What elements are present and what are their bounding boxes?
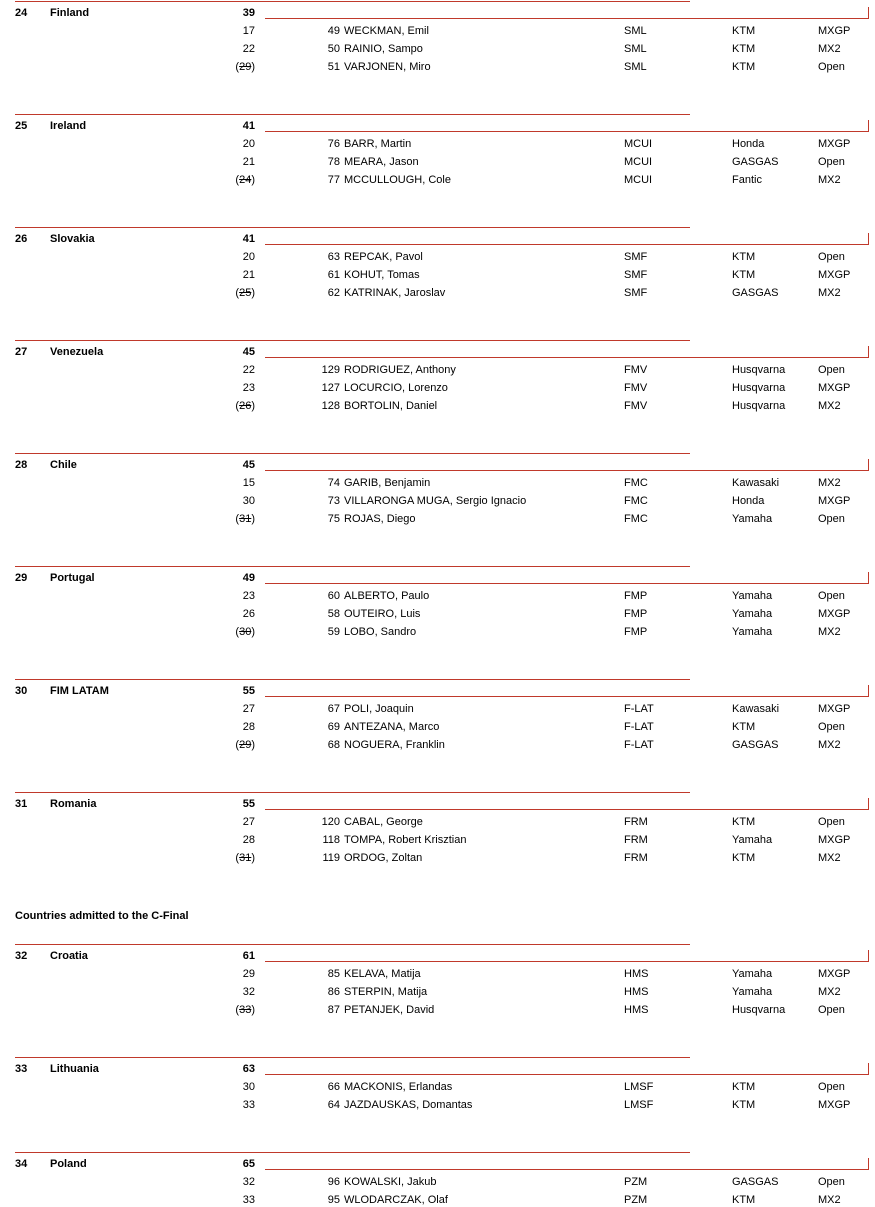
team-rule-top xyxy=(15,1152,690,1153)
rider-class: MXGP xyxy=(818,25,851,37)
rider-bike: Honda xyxy=(732,138,765,150)
rider-number: 73 xyxy=(327,495,340,507)
team-total: 49 xyxy=(242,572,255,584)
rider-name: KOWALSKI, Jakub xyxy=(344,1176,437,1188)
rider-name: GARIB, Benjamin xyxy=(344,477,431,489)
rider-class: MXGP xyxy=(818,138,851,150)
team-rule-inner xyxy=(265,470,869,471)
rider-class: Open xyxy=(818,156,845,168)
rider-position: 32 xyxy=(242,986,255,998)
rider-number: 60 xyxy=(327,590,340,602)
team-country: FIM LATAM xyxy=(50,685,109,697)
rider-number: 66 xyxy=(327,1081,340,1093)
rider-federation: FRM xyxy=(624,852,648,864)
rider-position: 20 xyxy=(242,138,255,150)
rider-class: MX2 xyxy=(818,287,841,299)
rider-position: 30 xyxy=(242,1081,255,1093)
rider-name: RAINIO, Sampo xyxy=(344,43,423,55)
rider-federation: HMS xyxy=(624,1004,649,1016)
rider-name: VILLARONGA MUGA, Sergio Ignacio xyxy=(344,495,527,507)
team-rank: 26 xyxy=(15,233,28,245)
rider-name: ANTEZANA, Marco xyxy=(344,721,440,733)
rider-class: MX2 xyxy=(818,1194,841,1206)
rider-class: MXGP xyxy=(818,495,851,507)
team-total: 63 xyxy=(242,1063,255,1075)
rider-class: MX2 xyxy=(818,986,841,998)
rider-bike: Kawasaki xyxy=(732,477,780,489)
rider-class: Open xyxy=(818,1081,845,1093)
rider-federation: MCUI xyxy=(624,174,653,186)
rider-bike: KTM xyxy=(732,25,756,37)
rider-number: 62 xyxy=(327,287,340,299)
rider-position: 32 xyxy=(242,1176,255,1188)
rider-class: Open xyxy=(818,251,845,263)
rider-number: 64 xyxy=(327,1099,340,1111)
rider-position: 33 xyxy=(242,1099,255,1111)
rider-name: BARR, Martin xyxy=(344,138,412,150)
rider-name: PETANJEK, David xyxy=(344,1004,435,1016)
team-rule-end xyxy=(868,950,869,962)
rider-bike: KTM xyxy=(732,816,756,828)
rider-name: VARJONEN, Miro xyxy=(344,61,431,73)
team-rule-top xyxy=(15,453,690,454)
team-rule-end xyxy=(868,798,869,810)
rider-bike: KTM xyxy=(732,721,756,733)
section-heading: Countries admitted to the C-Final xyxy=(15,910,189,922)
rider-federation: FMP xyxy=(624,608,648,620)
rider-name: RODRIGUEZ, Anthony xyxy=(344,364,456,376)
team-rule-end xyxy=(868,7,869,19)
rider-number: 58 xyxy=(327,608,340,620)
rider-class: MXGP xyxy=(818,269,851,281)
team-total: 61 xyxy=(242,950,255,962)
team-rule-inner xyxy=(265,131,869,132)
rider-name: ORDOG, Zoltan xyxy=(344,852,423,864)
rider-number: 63 xyxy=(327,251,340,263)
rider-federation: FRM xyxy=(624,816,648,828)
team-rule-end xyxy=(868,685,869,697)
rider-position: 21 xyxy=(242,156,255,168)
rider-bike: Yamaha xyxy=(732,968,773,980)
team-rank: 24 xyxy=(15,7,28,19)
rider-federation: F-LAT xyxy=(624,703,654,715)
rider-bike: KTM xyxy=(732,43,756,55)
team-total: 41 xyxy=(242,120,255,132)
rider-number: 69 xyxy=(327,721,340,733)
rider-federation: F-LAT xyxy=(624,721,654,733)
rider-federation: HMS xyxy=(624,968,649,980)
team-rule-top xyxy=(15,340,690,341)
team-country: Portugal xyxy=(50,572,95,584)
rider-number: 128 xyxy=(321,400,340,412)
rider-number: 59 xyxy=(327,626,340,638)
team-country: Romania xyxy=(50,798,97,810)
rider-class: Open xyxy=(818,721,845,733)
rider-position: 17 xyxy=(242,25,255,37)
rider-position: 30 xyxy=(242,495,255,507)
rider-class: MXGP xyxy=(818,382,851,394)
team-rank: 32 xyxy=(15,950,28,962)
rider-bike: GASGAS xyxy=(732,1176,779,1188)
team-country: Poland xyxy=(50,1158,87,1170)
rider-name: STERPIN, Matija xyxy=(344,986,428,998)
team-rule-inner xyxy=(265,809,869,810)
rider-bike: Husqvarna xyxy=(732,382,786,394)
team-rule-top xyxy=(15,1,690,2)
rider-federation: FMP xyxy=(624,590,648,602)
rider-number: 120 xyxy=(321,816,340,828)
team-total: 41 xyxy=(242,233,255,245)
team-rule-end xyxy=(868,233,869,245)
rider-class: MXGP xyxy=(818,608,851,620)
rider-position: 23 xyxy=(242,382,255,394)
rider-position: 20 xyxy=(242,251,255,263)
rider-class: MXGP xyxy=(818,968,851,980)
team-country: Slovakia xyxy=(50,233,95,245)
rider-name: BORTOLIN, Daniel xyxy=(344,400,438,412)
team-rule-top xyxy=(15,944,690,945)
rider-federation: SMF xyxy=(624,251,648,263)
rider-number: 86 xyxy=(327,986,340,998)
rider-name: KATRINAK, Jaroslav xyxy=(344,287,446,299)
team-rule-inner xyxy=(265,244,869,245)
rider-federation: MCUI xyxy=(624,138,653,150)
rider-position-excluded: (29) xyxy=(235,739,255,751)
team-rank: 28 xyxy=(15,459,28,471)
team-rule-top xyxy=(15,1057,690,1058)
rider-federation: FMC xyxy=(624,477,648,489)
rider-class: Open xyxy=(818,590,845,602)
rider-bike: Fantic xyxy=(732,174,762,186)
rider-class: MX2 xyxy=(818,174,841,186)
rider-name: ROJAS, Diego xyxy=(344,513,416,525)
rider-position: 15 xyxy=(242,477,255,489)
rider-class: Open xyxy=(818,364,845,376)
rider-class: MXGP xyxy=(818,1099,851,1111)
rider-bike: GASGAS xyxy=(732,287,779,299)
team-country: Ireland xyxy=(50,120,87,132)
rider-bike: Kawasaki xyxy=(732,703,780,715)
team-rule-inner xyxy=(265,961,869,962)
rider-class: Open xyxy=(818,1004,845,1016)
team-rule-inner xyxy=(265,1169,869,1170)
rider-name: REPCAK, Pavol xyxy=(344,251,423,263)
rider-number: 119 xyxy=(322,852,340,864)
rider-bike: KTM xyxy=(732,251,756,263)
rider-bike: KTM xyxy=(732,852,756,864)
rider-federation: HMS xyxy=(624,986,649,998)
rider-name: LOCURCIO, Lorenzo xyxy=(344,382,448,394)
rider-bike: Husqvarna xyxy=(732,364,786,376)
rider-name: OUTEIRO, Luis xyxy=(344,608,421,620)
team-rule-end xyxy=(868,1063,869,1075)
team-rank: 29 xyxy=(15,572,28,584)
rider-class: Open xyxy=(818,61,845,73)
rider-position-excluded: (26) xyxy=(235,400,255,412)
rider-federation: SMF xyxy=(624,269,648,281)
rider-bike: Honda xyxy=(732,495,765,507)
team-total: 45 xyxy=(242,459,255,471)
rider-federation: FMV xyxy=(624,364,648,376)
rider-name: KELAVA, Matija xyxy=(344,968,421,980)
rider-bike: KTM xyxy=(732,1081,756,1093)
rider-federation: SML xyxy=(624,43,647,55)
team-rule-top xyxy=(15,114,690,115)
rider-name: KOHUT, Tomas xyxy=(344,269,420,281)
rider-federation: SMF xyxy=(624,287,648,299)
rider-name: NOGUERA, Franklin xyxy=(344,739,445,751)
rider-name: ALBERTO, Paulo xyxy=(344,590,430,602)
rider-number: 75 xyxy=(327,513,340,525)
rider-position: 22 xyxy=(242,364,255,376)
rider-federation: FMC xyxy=(624,513,648,525)
rider-name: POLI, Joaquin xyxy=(344,703,414,715)
rider-number: 85 xyxy=(327,968,340,980)
rider-federation: FMV xyxy=(624,382,648,394)
rider-class: MXGP xyxy=(818,834,851,846)
rider-class: MX2 xyxy=(818,43,841,55)
rider-class: MX2 xyxy=(818,477,841,489)
team-country: Croatia xyxy=(50,950,88,962)
rider-class: MX2 xyxy=(818,400,841,412)
rider-number: 87 xyxy=(327,1004,340,1016)
team-rule-top xyxy=(15,227,690,228)
rider-class: MX2 xyxy=(818,852,841,864)
team-rank: 27 xyxy=(15,346,28,358)
rider-number: 118 xyxy=(322,834,340,846)
rider-federation: FMC xyxy=(624,495,648,507)
rider-number: 68 xyxy=(327,739,340,751)
rider-bike: Yamaha xyxy=(732,834,773,846)
rider-name: WECKMAN, Emil xyxy=(344,25,429,37)
rider-bike: KTM xyxy=(732,1194,756,1206)
team-country: Finland xyxy=(50,7,90,19)
rider-federation: FMV xyxy=(624,400,648,412)
team-rule-end xyxy=(868,120,869,132)
team-rule-end xyxy=(868,346,869,358)
team-rule-inner xyxy=(265,18,869,19)
rider-class: MX2 xyxy=(818,739,841,751)
rider-federation: PZM xyxy=(624,1176,648,1188)
team-rule-end xyxy=(868,1158,869,1170)
team-rule-top xyxy=(15,792,690,793)
rider-name: WLODARCZAK, Olaf xyxy=(344,1194,448,1206)
team-rule-inner xyxy=(265,696,869,697)
rider-bike: Yamaha xyxy=(732,608,773,620)
rider-position: 33 xyxy=(242,1194,255,1206)
rider-number: 96 xyxy=(327,1176,340,1188)
rider-number: 127 xyxy=(321,382,340,394)
team-rank: 34 xyxy=(15,1158,28,1170)
rider-bike: Yamaha xyxy=(732,513,773,525)
rider-class: Open xyxy=(818,1176,845,1188)
rider-name: LOBO, Sandro xyxy=(344,626,417,638)
rider-name: MACKONIS, Erlandas xyxy=(344,1081,453,1093)
rider-position-excluded: (30) xyxy=(235,626,255,638)
rider-number: 95 xyxy=(327,1194,340,1206)
rider-position: 22 xyxy=(242,43,255,55)
team-rank: 30 xyxy=(15,685,28,697)
rider-bike: GASGAS xyxy=(732,739,779,751)
team-rank: 33 xyxy=(15,1063,28,1075)
rider-position-excluded: (24) xyxy=(235,174,255,186)
team-country: Venezuela xyxy=(50,346,104,358)
rider-federation: PZM xyxy=(624,1194,648,1206)
rider-class: MXGP xyxy=(818,703,851,715)
rider-number: 61 xyxy=(327,269,340,281)
rider-number: 76 xyxy=(327,138,340,150)
rider-bike: Husqvarna xyxy=(732,1004,786,1016)
rider-position: 26 xyxy=(242,608,255,620)
team-rule-inner xyxy=(265,357,869,358)
rider-bike: GASGAS xyxy=(732,156,779,168)
rider-number: 51 xyxy=(327,61,340,73)
team-total: 45 xyxy=(242,346,255,358)
rider-position: 29 xyxy=(242,968,255,980)
team-rule-end xyxy=(868,459,869,471)
rider-position: 28 xyxy=(242,721,255,733)
rider-position-excluded: (31) xyxy=(235,852,255,864)
team-total: 55 xyxy=(242,798,255,810)
rider-number: 49 xyxy=(327,25,340,37)
rider-position: 23 xyxy=(242,590,255,602)
rider-position: 27 xyxy=(242,816,255,828)
rider-federation: MCUI xyxy=(624,156,653,168)
rider-name: CABAL, George xyxy=(344,816,423,828)
rider-position: 21 xyxy=(242,269,255,281)
rider-name: MEARA, Jason xyxy=(344,156,419,168)
rider-number: 129 xyxy=(321,364,340,376)
rider-position-excluded: (31) xyxy=(235,513,255,525)
rider-federation: FMP xyxy=(624,626,648,638)
rider-position: 27 xyxy=(242,703,255,715)
rider-number: 77 xyxy=(327,174,340,186)
rider-position-excluded: (33) xyxy=(235,1004,255,1016)
rider-name: JAZDAUSKAS, Domantas xyxy=(344,1099,473,1111)
team-rule-top xyxy=(15,566,690,567)
rider-number: 50 xyxy=(327,43,340,55)
team-total: 65 xyxy=(242,1158,255,1170)
rider-class: Open xyxy=(818,816,845,828)
team-total: 39 xyxy=(242,7,255,19)
rider-number: 67 xyxy=(327,703,340,715)
team-rule-inner xyxy=(265,583,869,584)
rider-position-excluded: (29) xyxy=(235,61,255,73)
rider-bike: KTM xyxy=(732,61,756,73)
team-rank: 31 xyxy=(15,798,28,810)
rider-number: 78 xyxy=(327,156,340,168)
rider-position: 28 xyxy=(242,834,255,846)
rider-federation: LMSF xyxy=(624,1081,654,1093)
rider-position-excluded: (25) xyxy=(235,287,255,299)
team-country: Chile xyxy=(50,459,77,471)
rider-federation: SML xyxy=(624,61,647,73)
rider-name: TOMPA, Robert Krisztian xyxy=(344,834,467,846)
rider-federation: SML xyxy=(624,25,647,37)
rider-bike: KTM xyxy=(732,269,756,281)
team-total: 55 xyxy=(242,685,255,697)
rider-number: 74 xyxy=(327,477,340,489)
rider-bike: KTM xyxy=(732,1099,756,1111)
team-rule-end xyxy=(868,572,869,584)
rider-bike: Yamaha xyxy=(732,986,773,998)
rider-bike: Yamaha xyxy=(732,626,773,638)
rider-federation: FRM xyxy=(624,834,648,846)
rider-class: Open xyxy=(818,513,845,525)
rider-class: MX2 xyxy=(818,626,841,638)
rider-bike: Husqvarna xyxy=(732,400,786,412)
team-rank: 25 xyxy=(15,120,28,132)
team-rule-inner xyxy=(265,1074,869,1075)
team-rule-top xyxy=(15,679,690,680)
rider-federation: F-LAT xyxy=(624,739,654,751)
team-country: Lithuania xyxy=(50,1063,99,1075)
rider-bike: Yamaha xyxy=(732,590,773,602)
rider-name: MCCULLOUGH, Cole xyxy=(344,174,451,186)
rider-federation: LMSF xyxy=(624,1099,654,1111)
